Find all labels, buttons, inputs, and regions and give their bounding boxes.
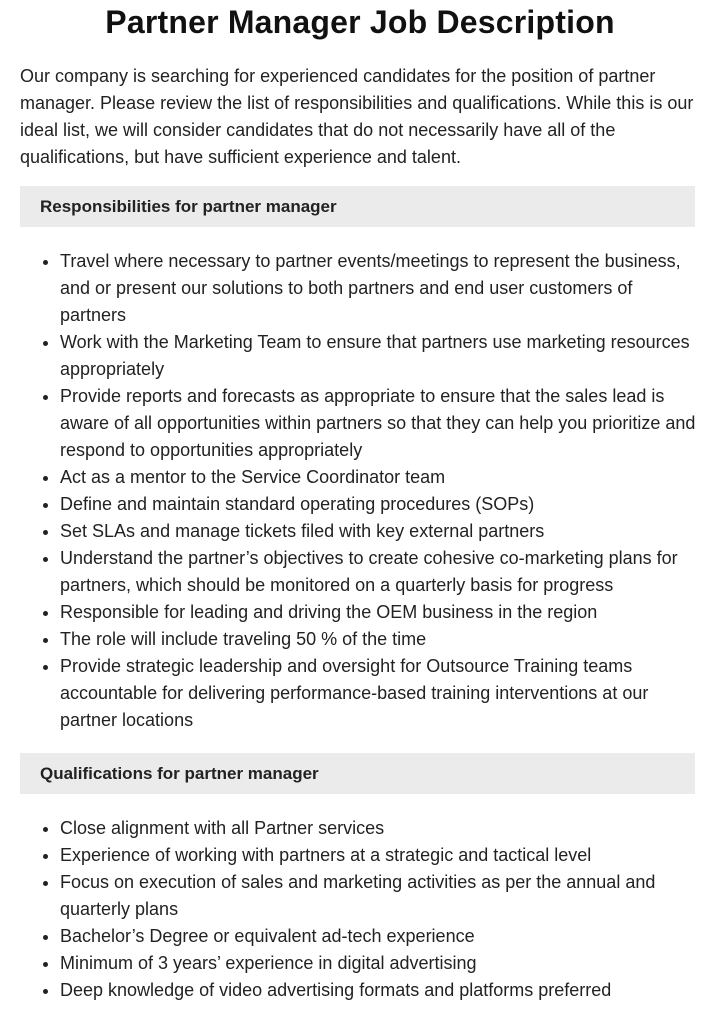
list-item: • Close alignment with all Partner services — [60, 815, 700, 842]
qualifications-list — [20, 815, 700, 1004]
list-item: • Deep knowledge of video advertising formats and platforms preferred — [60, 977, 700, 1004]
list-item: • Provide reports and forecasts as appropriate to ensure that the sales lead is aware of all opportunities within partners so that they can help you prioritize and respond to opportunities appropriately — [60, 383, 700, 464]
list-item: • Set SLAs and manage tickets filed with key external partners — [60, 518, 700, 545]
list-item: • Understand the partner’s objectives to create cohesive co-marketing plans for partners, which should be monitored on a quarterly basis for progress — [60, 545, 700, 599]
list-item: • Provide strategic leadership and oversight for Outsource Training teams accountable for delivering performance-based training interventions at our partner locations — [60, 653, 700, 734]
intro-paragraph: Our company is searching for experienced candidates for the position of partner manager. Please review the list of responsibilities and qualifications. While this is our ideal list, we will consider candidates that do not necessarily have all of the qualifications, but have sufficient experience and talent. — [20, 66, 694, 167]
list-item: • Define and maintain standard operating procedures (SOPs) — [60, 491, 700, 518]
list-item: • Travel where necessary to partner events/meetings to represent the business, and or present our solutions to both partners and end user customers of partners — [60, 248, 700, 329]
list-item: • Responsible for leading and driving the OEM business in the region — [60, 599, 700, 626]
responsibilities-list — [20, 248, 700, 734]
list-item: • Focus on execution of sales and marketing activities as per the annual and quarterly plans — [60, 869, 700, 923]
page-title: Partner Manager Job Description — [105, 4, 615, 40]
responsibilities-heading: Responsibilities for partner manager — [20, 186, 695, 227]
qualifications-heading: Qualifications for partner manager — [20, 753, 695, 794]
list-item: • The role will include traveling 50 % of the time — [60, 626, 700, 653]
list-item: • Experience of working with partners at a strategic and tactical level — [60, 842, 700, 869]
list-item: • Bachelor’s Degree or equivalent ad-tech experience — [60, 923, 700, 950]
list-item: • Work with the Marketing Team to ensure that partners use marketing resources appropriately — [60, 329, 700, 383]
list-item: • Minimum of 3 years’ experience in digital advertising — [60, 950, 700, 977]
list-item: • Act as a mentor to the Service Coordinator team — [60, 464, 700, 491]
